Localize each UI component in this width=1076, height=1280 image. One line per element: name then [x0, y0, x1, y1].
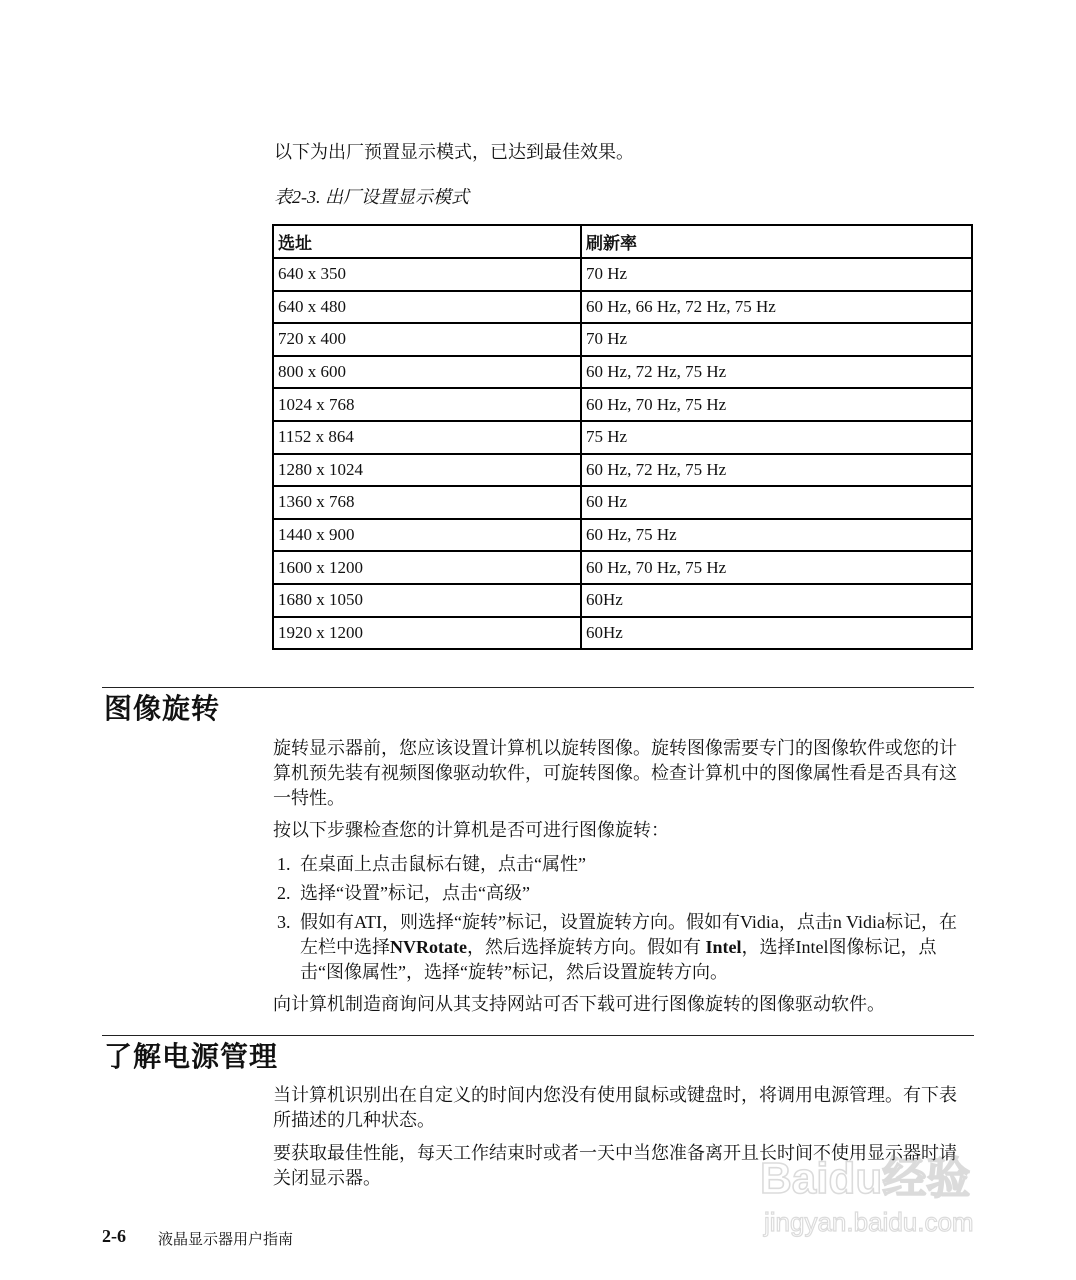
- watermark-url: jingyan.baidu.com: [764, 1207, 974, 1237]
- table-row: [273, 421, 972, 454]
- section-heading-power: 了解电源管理: [104, 1040, 279, 1073]
- resolution-cell: 1280 x 1024: [273, 454, 581, 487]
- resolution-cell: 720 x 400: [273, 323, 581, 356]
- resolution-cell: 1440 x 900: [273, 519, 581, 552]
- table-row: [273, 551, 972, 584]
- refresh-rate-cell: 60 Hz, 72 Hz, 75 Hz: [581, 356, 972, 389]
- refresh-rate-cell: 60 Hz, 70 Hz, 75 Hz: [581, 551, 972, 584]
- refresh-rate-cell: 70 Hz: [581, 258, 972, 291]
- refresh-rate-cell: 60 Hz, 72 Hz, 75 Hz: [581, 454, 972, 487]
- table-header-resolution: 选址: [273, 225, 581, 258]
- refresh-rate-cell: 60 Hz: [581, 486, 972, 519]
- refresh-rate-cell: 60Hz: [581, 584, 972, 617]
- table-row: [273, 486, 972, 519]
- table-caption: 表2-3. 出厂设置显示模式: [274, 187, 469, 207]
- resolution-cell: 1680 x 1050: [273, 584, 581, 617]
- step-number: 3.: [277, 912, 291, 932]
- list-item: [273, 910, 973, 985]
- table-row: [273, 258, 972, 291]
- section-divider-rotation: [102, 687, 974, 688]
- step-text: 假如有ATI，则选择“旋转”标记，设置旋转方向。假如有Vidia，点击n Vidia标记，在左栏中选择: [300, 912, 957, 957]
- table-row: [273, 454, 972, 487]
- resolution-cell: 800 x 600: [273, 356, 581, 389]
- refresh-rate-cell: 60 Hz, 66 Hz, 72 Hz, 75 Hz: [581, 291, 972, 324]
- resolution-cell: 1024 x 768: [273, 388, 581, 421]
- table-row: [273, 388, 972, 421]
- resolution-cell: 1600 x 1200: [273, 551, 581, 584]
- resolution-cell: 640 x 350: [273, 258, 581, 291]
- table-header-row: [273, 225, 972, 258]
- step-number: 2.: [277, 883, 291, 903]
- list-item: [273, 852, 973, 877]
- table-row: [273, 584, 972, 617]
- power-paragraph-2: 要获取最佳性能，每天工作结束时或者一天中当您准备离开且长时间不使用显示器时请关闭显示器。: [273, 1143, 957, 1188]
- rotation-paragraph-3: 向计算机制造商询问从其支持网站可否下载可进行图像旋转的图像驱动软件。: [273, 994, 885, 1014]
- rotation-paragraph-1: 旋转显示器前，您应该设置计算机以旋转图像。旋转图像需要专门的图像软件或您的计算机预先装有视频图像驱动软件，可旋转图像。检查计算机中的图像属性看是否具有这一特性。: [273, 738, 957, 808]
- baidu-watermark: [740, 1135, 1030, 1240]
- intro-text: 以下为出厂预置显示模式，已达到最佳效果。: [274, 142, 634, 162]
- resolution-cell: 1920 x 1200: [273, 617, 581, 650]
- watermark-logo: Baidu经验: [760, 1154, 971, 1203]
- step-text: ，然后选择旋转方向。假如有: [466, 937, 706, 957]
- page-number: 2-6: [102, 1226, 126, 1246]
- table-header-refresh: 刷新率: [581, 225, 972, 258]
- step-text: 选择“设置”标记，点击“高级”: [300, 883, 530, 903]
- section-heading-rotation: 图像旋转: [104, 692, 221, 725]
- refresh-rate-cell: 75 Hz: [581, 421, 972, 454]
- power-paragraph-1: 当计算机识别出在自定义的时间内您没有使用鼠标或键盘时，将调用电源管理。有下表所描述的几种状态。: [273, 1085, 957, 1130]
- nvrotate-term: NVRotate: [390, 937, 467, 957]
- resolution-cell: 640 x 480: [273, 291, 581, 324]
- refresh-rate-cell: 70 Hz: [581, 323, 972, 356]
- footer-title: 液晶显示器用户指南: [158, 1232, 294, 1248]
- table-row: [273, 291, 972, 324]
- step-number: 1.: [277, 854, 291, 874]
- table-row: [273, 617, 972, 650]
- refresh-rate-cell: 60 Hz, 70 Hz, 75 Hz: [581, 388, 972, 421]
- rotation-steps-list: [273, 852, 973, 989]
- resolution-cell: 1152 x 864: [273, 421, 581, 454]
- intel-term: Intel: [705, 937, 742, 957]
- refresh-rate-cell: 60 Hz, 75 Hz: [581, 519, 972, 552]
- table-row: [273, 323, 972, 356]
- refresh-rate-cell: 60Hz: [581, 617, 972, 650]
- list-item: [273, 881, 973, 906]
- step-text: ，选择Intel图像标记，点击“图像属性”，选择“旋转”标记，然后设置旋转方向。: [300, 937, 937, 982]
- display-modes-table: [272, 224, 973, 650]
- resolution-cell: 1360 x 768: [273, 486, 581, 519]
- table-row: [273, 519, 972, 552]
- step-text: 在桌面上点击鼠标右键，点击“属性”: [300, 854, 586, 874]
- table-row: [273, 356, 972, 389]
- rotation-paragraph-2: 按以下步骤检查您的计算机是否可进行图像旋转：: [273, 820, 669, 840]
